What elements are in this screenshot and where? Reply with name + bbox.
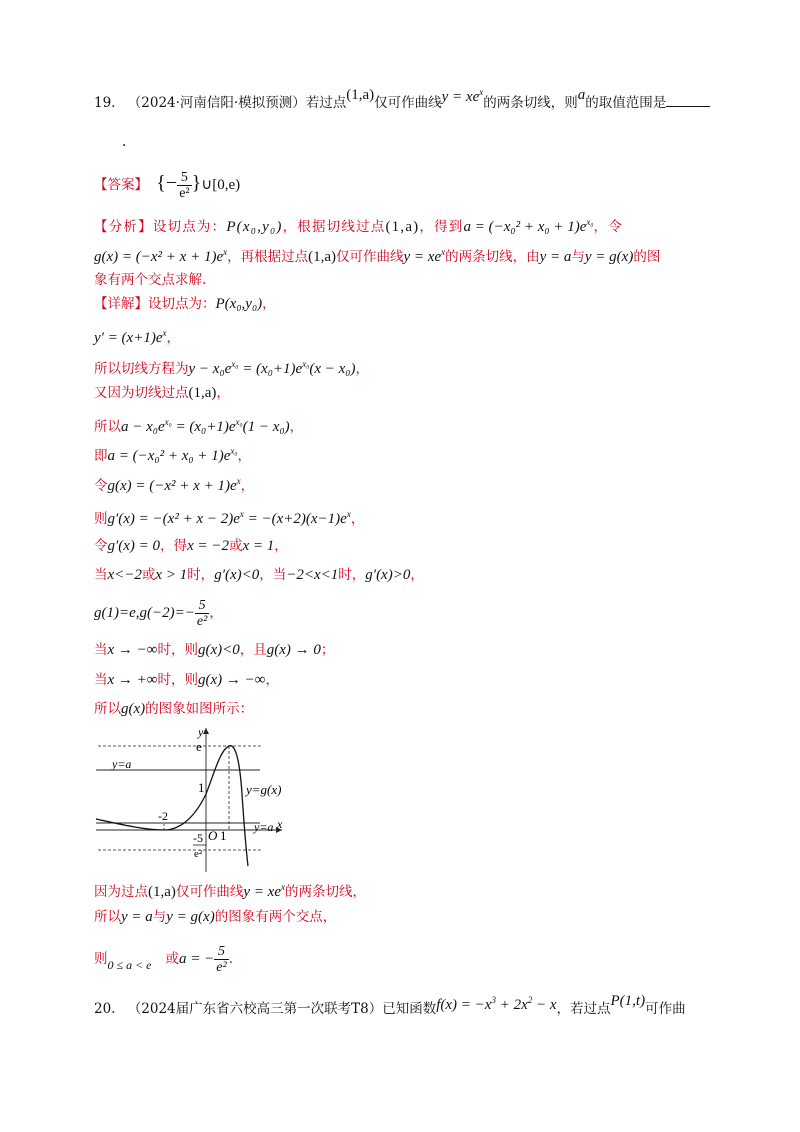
math: y = g(x) bbox=[584, 249, 634, 265]
conclusion-text: 或 bbox=[165, 950, 180, 967]
math: y = g(x) bbox=[166, 909, 215, 925]
detail-label: 【详解】 bbox=[94, 296, 148, 312]
math: x > 1 bbox=[155, 567, 188, 583]
math: $y - x_0e^{x_0} = (x_0+1)e^{x_0}(x - x_0)$ bbox=[188, 359, 356, 377]
detail-text: 又因为切线过点 bbox=[94, 385, 189, 401]
conclusion-text: 与 bbox=[152, 909, 167, 925]
stem-text: 仅可作曲线 bbox=[374, 95, 442, 111]
curve-label: y=g(x) bbox=[246, 782, 282, 797]
analysis-line-3: 象有两个交点求解. bbox=[94, 272, 207, 288]
detail-text: 所以 bbox=[94, 701, 121, 717]
conclusion-text: 因为过点 bbox=[94, 884, 148, 900]
math-curve: $y = xe^x$ bbox=[441, 87, 484, 105]
detail-line-2 bbox=[94, 323, 180, 348]
detail-text: 时，则 bbox=[157, 642, 198, 658]
detail-line-4 bbox=[94, 383, 230, 403]
detail-text: 的图象如图所示： bbox=[145, 701, 254, 717]
question-number: 20. bbox=[94, 1001, 116, 1017]
math: a = − $\frac{5}{\text{e²}}$ bbox=[179, 944, 227, 975]
analysis-line-2 bbox=[94, 242, 660, 267]
detail-line-13 bbox=[94, 670, 279, 690]
detail-text: 即 bbox=[94, 448, 108, 464]
math: $y = xe^x$ bbox=[243, 882, 286, 900]
detail-line-8 bbox=[94, 504, 364, 529]
math: −2<x<1 bbox=[286, 567, 339, 583]
math: $g(x) = (-x^2 + x + 1)e^x$ bbox=[94, 247, 228, 265]
question-20-line bbox=[94, 994, 686, 1019]
math: $g(x) = (-x^2 + x + 1)e^x$ bbox=[107, 476, 241, 494]
math: P(x₀,y₀) bbox=[226, 219, 283, 235]
question-19-period: . bbox=[122, 134, 127, 150]
math: x → −∞ bbox=[107, 642, 158, 658]
math: g′(x) = 0 bbox=[107, 538, 161, 554]
detail-line-3 bbox=[94, 354, 369, 379]
detail-text: ，当 bbox=[259, 567, 287, 583]
e-label: e bbox=[196, 739, 202, 754]
detail-line-10 bbox=[94, 565, 424, 585]
question-19-line bbox=[94, 88, 710, 113]
conclusion-text: 的两条切线， bbox=[285, 884, 367, 900]
detail-text: 所以 bbox=[94, 419, 121, 435]
detail-text: 设切点为： bbox=[148, 296, 216, 312]
line-y-a-upper-label: y=a bbox=[112, 757, 132, 771]
detail-text: 或 bbox=[141, 567, 156, 583]
answer-expression: {− $\frac{5}{\text{e²}}$ }∪[0,e) bbox=[156, 170, 241, 201]
y-axis-label: y bbox=[198, 725, 204, 739]
line-y-a-lower-label: y=a bbox=[254, 820, 274, 834]
math: $y' = (x+1)e^x$ bbox=[94, 328, 167, 346]
detail-line-14 bbox=[94, 699, 253, 719]
detail-text: ， bbox=[209, 604, 223, 621]
conclusion-text: 则 bbox=[94, 950, 108, 967]
math: $g'(x) = -(x^2 + x - 2)e^x = -(x+2)(x-1)e^x$ bbox=[107, 509, 351, 527]
stem-text: 可作曲 bbox=[645, 1001, 686, 1017]
math: (1,a) bbox=[385, 219, 420, 235]
detail-text: ； bbox=[320, 642, 335, 658]
analysis-text: 的两条切线，由 bbox=[445, 249, 540, 265]
detail-text: 时， bbox=[187, 567, 215, 583]
analysis-text: 设切点为： bbox=[152, 219, 227, 235]
analysis-text: ，令 bbox=[593, 219, 623, 235]
detail-text: ，且 bbox=[239, 642, 267, 658]
detail-text: 时，则 bbox=[157, 672, 198, 688]
analysis-text: 与 bbox=[571, 249, 585, 265]
analysis-label: 【分析】 bbox=[94, 219, 153, 235]
detail-text: 所以切线方程为 bbox=[94, 361, 189, 377]
detail-text: 当 bbox=[94, 642, 108, 658]
math: g(1)=e,g(−2)=− $\frac{5}{\text{e²}}$ bbox=[94, 598, 208, 629]
detail-text: ， bbox=[410, 567, 424, 583]
stem-text: ，若过点 bbox=[556, 1001, 611, 1017]
detail-text: ， bbox=[166, 330, 180, 346]
math-point: (1,a) bbox=[346, 87, 375, 103]
conclusion-text: 仅可作曲线 bbox=[175, 884, 244, 900]
math-var-a: a bbox=[577, 87, 586, 103]
math: y = a bbox=[121, 909, 153, 925]
math-point: P(1,t) bbox=[610, 993, 646, 1009]
conclusion-line-3 bbox=[94, 944, 233, 975]
detail-text: 令 bbox=[94, 538, 108, 554]
detail-text: 时， bbox=[338, 567, 366, 583]
detail-line-11 bbox=[94, 598, 223, 629]
detail-text: ， bbox=[350, 511, 365, 527]
detail-line-6 bbox=[94, 441, 251, 466]
math: x = 1 bbox=[242, 538, 275, 554]
detail-text: ， bbox=[289, 419, 304, 435]
answer-blank bbox=[666, 94, 710, 107]
y-one-label: 1 bbox=[198, 780, 205, 795]
detail-line-9 bbox=[94, 536, 288, 556]
analysis-text: ，得到 bbox=[419, 219, 464, 235]
math: 0 ≤ a < e bbox=[107, 957, 152, 972]
answer-line bbox=[94, 170, 240, 201]
detail-line-7 bbox=[94, 471, 254, 496]
detail-text: ， bbox=[216, 385, 230, 401]
detail-text: ， bbox=[240, 478, 255, 494]
math: P(x₀,y₀) bbox=[215, 296, 263, 312]
math: g(x) bbox=[121, 701, 146, 717]
math: (1,a) bbox=[188, 385, 217, 401]
detail-text: ，得 bbox=[160, 538, 188, 554]
math: (1,a) bbox=[308, 249, 337, 265]
stem-text: 的两条切线，则 bbox=[483, 95, 578, 111]
detail-text: ， bbox=[355, 361, 369, 377]
conclusion-text: 所以 bbox=[94, 909, 121, 925]
detail-text: 则 bbox=[94, 511, 108, 527]
math: g′(x)<0 bbox=[214, 567, 260, 583]
math: g′(x)>0 bbox=[365, 567, 411, 583]
g-function-graph bbox=[94, 724, 304, 874]
analysis-line-1 bbox=[94, 212, 623, 237]
analysis-text: 的图 bbox=[633, 249, 661, 265]
math: x = −2 bbox=[187, 538, 229, 554]
detail-text: 当 bbox=[94, 672, 108, 688]
analysis-text: ，根据切线过点 bbox=[282, 219, 386, 235]
conclusion-line-1 bbox=[94, 877, 366, 902]
neg-frac-num: -5 bbox=[193, 831, 203, 845]
question-source: （2024届广东省六校高三第一次联考T8）已知函数 bbox=[127, 1001, 437, 1017]
analysis-text: 仅可作曲线 bbox=[336, 249, 404, 265]
math: (1,a) bbox=[148, 884, 176, 900]
detail-text: 或 bbox=[228, 538, 243, 554]
math: $a - x_0e^{x_0} = (x_0+1)e^{x_0}(1 - x_0)$ bbox=[121, 417, 290, 435]
math: $a = (-x_0^2 + x_0 + 1)e^{x_0}$ bbox=[463, 217, 594, 235]
detail-text: 当 bbox=[94, 567, 108, 583]
math-function: $f(x) = -x^3 + 2x^2 - x$ bbox=[436, 995, 557, 1013]
stem-text: 若过点 bbox=[305, 95, 347, 111]
y-axis-arrow bbox=[203, 728, 209, 734]
origin-label: O bbox=[208, 828, 218, 843]
math: y = a bbox=[539, 249, 572, 265]
neg2-label: -2 bbox=[158, 809, 168, 823]
conclusion-text: 的图象有两个交点， bbox=[214, 909, 337, 925]
math: $y = xe^x$ bbox=[403, 247, 446, 265]
detail-text: ， bbox=[237, 448, 252, 464]
stem-text: 的取值范围是 bbox=[585, 95, 667, 111]
conclusion-text: . bbox=[228, 950, 233, 967]
x-axis-label: x bbox=[277, 817, 283, 831]
detail-text: 令 bbox=[94, 478, 108, 494]
detail-line-1 bbox=[94, 294, 276, 314]
math: x<−2 bbox=[107, 567, 142, 583]
question-number: 19. bbox=[94, 95, 116, 111]
math: g(x) → −∞ bbox=[197, 672, 266, 688]
answer-label: 【答案】 bbox=[94, 176, 148, 193]
neg-frac-den: e² bbox=[194, 848, 203, 860]
analysis-text: ，再根据过点 bbox=[227, 249, 309, 265]
detail-text: ， bbox=[262, 296, 276, 312]
detail-text: ， bbox=[274, 538, 288, 554]
math: $a = (-x_0^2 + x_0 + 1)e^{x_0}$ bbox=[107, 446, 238, 464]
detail-text: ， bbox=[265, 672, 279, 688]
math: x → +∞ bbox=[107, 672, 158, 688]
math: g(x) → 0 bbox=[266, 642, 321, 658]
conclusion-line-2 bbox=[94, 907, 336, 927]
detail-line-5 bbox=[94, 412, 303, 437]
detail-line-12 bbox=[94, 640, 334, 660]
question-source: （2024·河南信阳·模拟预测） bbox=[127, 95, 306, 111]
math: g(x)<0 bbox=[197, 642, 240, 658]
x-one-label: 1 bbox=[220, 828, 227, 843]
